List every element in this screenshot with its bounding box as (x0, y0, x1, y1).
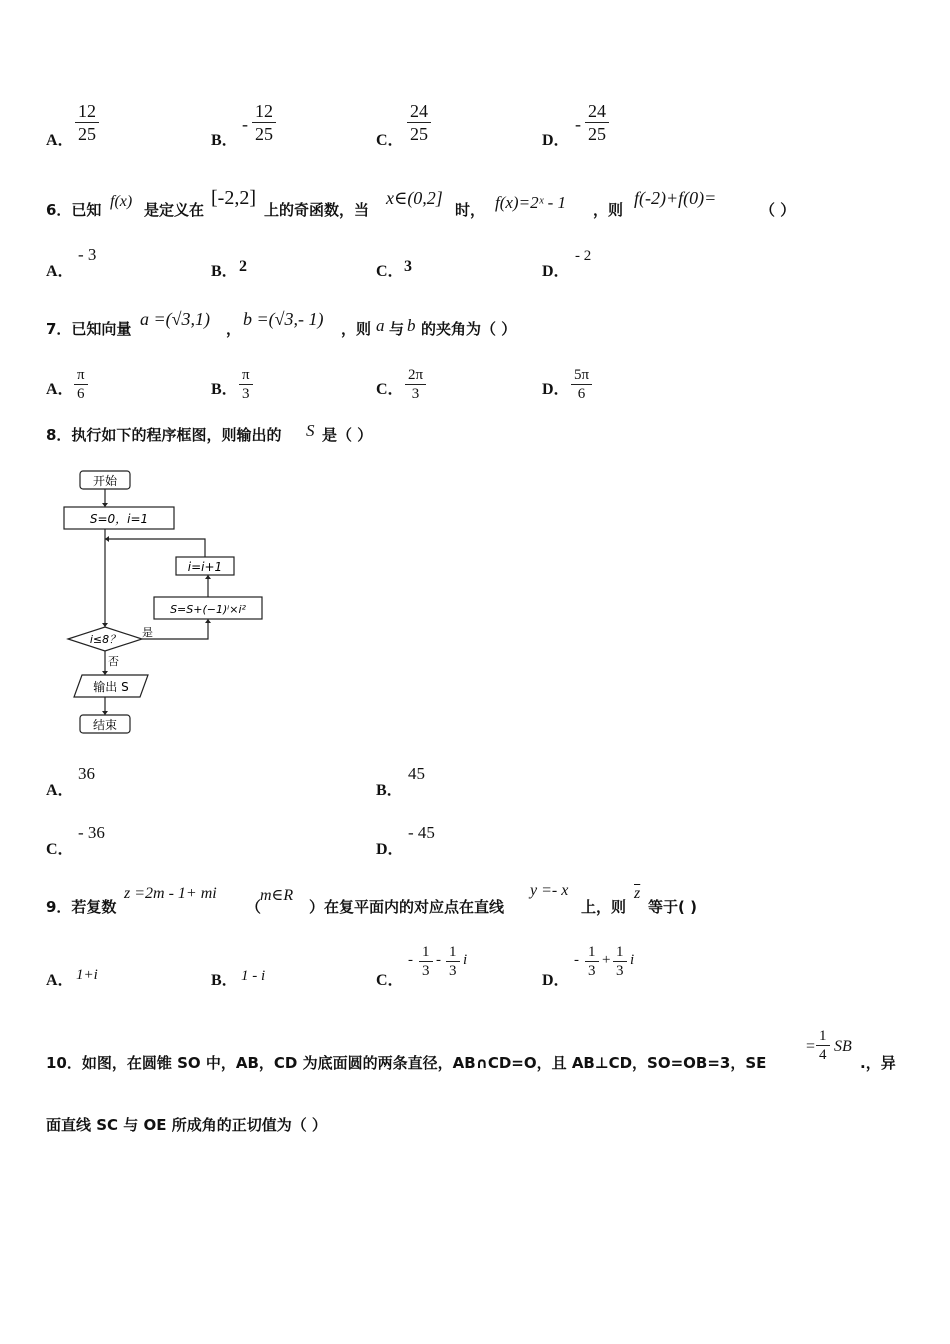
q8-option-a-value: 36 (78, 764, 95, 783)
flow-no-label: 否 (108, 655, 119, 668)
q6-option-d-label: D． (542, 263, 570, 280)
q7-text-1: 7．已知向量 (46, 320, 132, 338)
q6-option-a-label: A． (46, 263, 74, 280)
q7-comma: ， (226, 320, 242, 338)
q9-m: m∈R (260, 887, 294, 904)
q7-b: b (407, 316, 416, 335)
q9-text-1: 9．若复数 (46, 898, 117, 916)
q9-option-c-i: i (463, 952, 468, 968)
q6-text-3: 上的奇函数，当 (264, 201, 370, 219)
q6-paren: （ ） (760, 201, 796, 219)
q8-option-b-value: 45 (408, 764, 425, 783)
q10-line-2: 面直线 SC 与 OE 所成角的正切值为（ ） (46, 1116, 327, 1134)
q6-text-5: ，则 (593, 201, 624, 219)
flow-inc-text: i=i+1 (187, 560, 223, 574)
q7-vector-b: b =(√3,- 1) (243, 309, 324, 329)
q10-SB: SB (834, 1038, 852, 1055)
q10-tail: .，异 (860, 1054, 896, 1072)
q9-line: y =- x (530, 882, 569, 899)
q8-option-d-label: D． (376, 841, 404, 858)
q9-option-a-value: 1+i (76, 967, 98, 983)
q9-option-d-sign-2: + (602, 952, 611, 968)
q6-fx: f(x) (110, 193, 133, 210)
q7-text-4: 的夹角为（ ） (421, 320, 517, 338)
q5-option-d-label: D． (542, 132, 570, 149)
flow-init-text: S=0，i=1 (89, 512, 149, 526)
q7-text-3: 与 (389, 320, 405, 338)
q9-z-bar: $\overline{z}$ (634, 885, 641, 902)
flow-output-text: 输出 S (93, 680, 129, 694)
q7-vector-a: a =(√3,1) (140, 309, 211, 329)
q9-option-d-label: D． (542, 972, 570, 989)
q5-option-d-sign: - (575, 114, 581, 134)
q5-option-a-label: A． (46, 132, 74, 149)
q6-option-d-value: - 2 (575, 248, 592, 264)
q8-text-2: 是（ ） (322, 426, 373, 444)
q5-option-b-sign: - (242, 114, 248, 134)
q8-option-c-label: C． (46, 841, 74, 858)
q5-option-d-fraction: $\frac{24}{25}$ (585, 100, 609, 145)
q9-option-c-fraction-2: $\frac{1}{3}$ (446, 943, 460, 980)
q7-option-b-fraction: $\frac{\pi}{3}$ (239, 366, 253, 403)
q9-text-3: 上，则 (581, 898, 627, 916)
q7-option-c-label: C． (376, 381, 404, 398)
q6-option-c-value: 3 (404, 258, 412, 275)
flow-yes-label: 是 (142, 626, 153, 639)
q9-option-d-sign-1: - (574, 952, 579, 968)
q8-option-a-label: A． (46, 782, 74, 799)
q8-option-b-label: B． (376, 782, 403, 799)
q6-option-a-value: - 3 (78, 245, 97, 264)
q8-text-1: 8．执行如下的程序框图，则输出的 (46, 426, 282, 444)
q9-option-d-i: i (630, 952, 635, 968)
flow-start-text: 开始 (92, 474, 118, 488)
q9-text-2: ）在复平面内的对应点在直线 (309, 898, 505, 916)
q9-option-d-fraction-1: $\frac{1}{3}$ (585, 943, 599, 980)
q9-option-c-sign-1: - (408, 952, 413, 968)
q9-option-a-label: A． (46, 972, 74, 989)
q7-option-d-fraction: $\frac{5\pi}{6}$ (571, 366, 592, 403)
q9-text-4: 等于( ) (648, 898, 697, 916)
flow-update-text: S=S+(−1)ⁱ×i² (170, 603, 246, 616)
q9-z: z =2m - 1+ mi (124, 885, 217, 902)
flow-condition-text: i≤8？ (89, 633, 121, 646)
q9-option-c-sign-2: - (436, 952, 441, 968)
q6-option-b-label: B． (211, 263, 238, 280)
q6-text-1: 6．已知 (46, 201, 102, 219)
q10-fraction: $\frac{1}{4}$ (816, 1027, 830, 1064)
q6-text-2: 是定义在 (144, 201, 205, 219)
q5-option-c-label: C． (376, 132, 404, 149)
q6-text-4: 时， (455, 201, 486, 219)
flow-end-text: 结束 (92, 718, 118, 732)
q8-S: S (306, 421, 315, 440)
q10-equals: = (806, 1038, 816, 1055)
q6-option-c-label: C． (376, 263, 404, 280)
q8-option-d-value: - 45 (408, 823, 435, 842)
q7-option-b-label: B． (211, 381, 238, 398)
q9-option-d-fraction-2: $\frac{1}{3}$ (613, 943, 627, 980)
q6-condition: x∈(0,2] (386, 188, 443, 208)
q7-option-a-fraction: $\frac{\pi}{6}$ (74, 366, 88, 403)
q10-line-1: 10．如图，在圆锥 SO 中，AB，CD 为底面圆的两条直径，AB∩CD=O，且 AB⊥CD，SO=OB=3，SE (46, 1054, 767, 1072)
q6-expression: f(x)=2ˣ - 1 (495, 193, 567, 212)
q7-option-c-fraction: $\frac{2\pi}{3}$ (405, 366, 426, 403)
q7-text-2: ，则 (341, 320, 372, 338)
q5-option-c-fraction: $\frac{24}{25}$ (407, 100, 431, 145)
q5-option-b-fraction: $\frac{12}{25}$ (252, 100, 276, 145)
q7-a: a (376, 316, 385, 335)
q6-option-b-value: 2 (239, 258, 247, 275)
q5-option-a-fraction: $\frac{12}{25}$ (75, 100, 99, 145)
q9-option-c-fraction-1: $\frac{1}{3}$ (419, 943, 433, 980)
q8-option-c-value: - 36 (78, 823, 105, 842)
q7-option-a-label: A． (46, 381, 74, 398)
q7-option-d-label: D． (542, 381, 570, 398)
q9-open: （ (246, 898, 262, 916)
q9-option-c-label: C． (376, 972, 404, 989)
q5-option-b-label: B． (211, 132, 238, 149)
q9-option-b-value: 1 - i (241, 968, 266, 984)
q6-ask: f(-2)+f(0)= (634, 188, 717, 208)
q9-option-b-label: B． (211, 972, 238, 989)
flowchart (60, 465, 275, 740)
q6-interval: [-2,2] (211, 187, 256, 209)
